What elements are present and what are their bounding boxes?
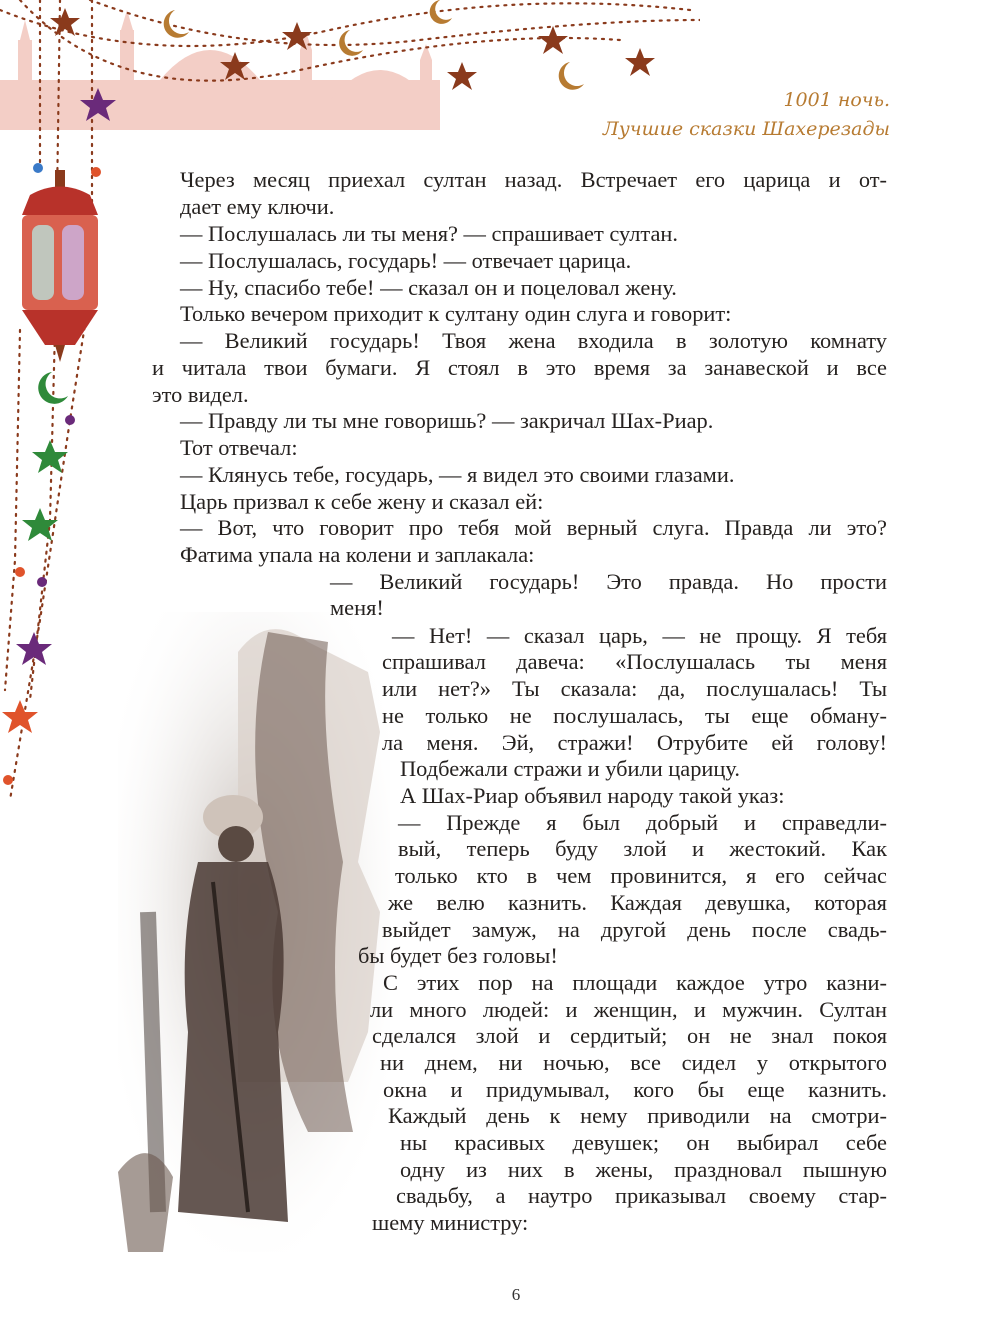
text-line: одну из них в жены, праздновал пышную <box>400 1157 887 1182</box>
text-line: Через месяц приехал султан назад. Встречает его царица и от- <box>180 167 887 192</box>
text-line: — Клянусь тебе, государь, — я видел это своими глазами. <box>180 462 735 487</box>
text-line: Фатима упала на колени и заплакала: <box>180 542 535 567</box>
text-line: ли много людей: и женщин, и мужчин. Султан <box>370 997 887 1022</box>
text-line: же велю казнить. Каждая девушка, которая <box>388 890 887 915</box>
text-line: С этих пор на площади каждое утро казни- <box>383 970 887 995</box>
text-line: не только не послушалась, ты еще обману- <box>382 703 887 728</box>
lantern-icon <box>22 170 98 362</box>
text-line: или нет?» Ты сказала: да, послушалась! Ты <box>382 676 887 701</box>
running-head-subtitle: Лучшие сказки Шахерезады <box>602 118 890 140</box>
text-line: — Вот, что говорит про тебя мой верный слуга. Правда ли это? <box>180 515 887 540</box>
text-line: ны красивых девушек; он выбирал себе <box>400 1130 887 1155</box>
page-number: 6 <box>511 1285 521 1304</box>
text-line: меня! <box>330 595 384 620</box>
text-line: Тот отвечал: <box>180 435 298 460</box>
text-line: Только вечером приходит к султану один слуга и говорит: <box>180 301 732 326</box>
sultan-at-window-illustration <box>118 612 390 1252</box>
text-line: и читала твои бумаги. Я стоял в это время за занавеской и все <box>152 355 887 380</box>
text-line: Каждый день к нему приводили на смотри- <box>388 1103 887 1128</box>
text-line: шему министру: <box>372 1210 529 1235</box>
text-line: спрашивал давеча: «Послушалась ты меня <box>382 649 887 674</box>
text-line: бы будет без головы! <box>358 943 558 968</box>
text-line: — Правду ли ты мне говоришь? — закричал Шах-Риар. <box>180 408 714 433</box>
text-line: Царь призвал к себе жену и сказал ей: <box>180 489 544 514</box>
running-head-book-title: 1001 ночь. <box>783 89 890 111</box>
text-line: вый, теперь буду злой и жестокий. Как <box>398 836 887 861</box>
text-line: это видел. <box>152 382 249 407</box>
text-line: ла меня. Эй, стражи! Отрубите ей голову! <box>382 730 887 755</box>
text-line: — Великий государь! Это правда. Но прости <box>330 569 887 594</box>
text-line: А Шах-Риар объявил народу такой указ: <box>400 783 785 808</box>
text-line: только кто в чем провинится, я его сейчас <box>395 863 887 888</box>
text-line: окна и придумывал, кого бы еще казнить. <box>383 1077 887 1102</box>
running-head <box>603 86 890 144</box>
text-line: — Послушалась ли ты меня? — спрашивает султан. <box>180 221 678 246</box>
text-line: ни днем, ни ночью, все сидел у открытого <box>380 1050 887 1075</box>
text-line: Подбежали стражи и убили царицу. <box>400 756 740 781</box>
text-line: — Послушалась, государь! — отвечает царица. <box>180 248 632 273</box>
text-line: выйдет замуж, на другой день после свадь- <box>382 917 887 942</box>
text-line: — Великий государь! Твоя жена входила в золотую комнату <box>180 328 887 353</box>
text-line: — Ну, спасибо тебе! — сказал он и поцеловал жену. <box>180 275 677 300</box>
text-line: — Прежде я был добрый и справедли- <box>398 810 887 835</box>
text-line: свадьбу, а наутро приказывал своему стар- <box>396 1183 887 1208</box>
text-line: — Нет! — сказал царь, — не прощу. Я тебя <box>392 623 887 648</box>
text-line: дает ему ключи. <box>180 194 335 219</box>
text-line: сделался злой и сердитый; он не знал покоя <box>372 1023 887 1048</box>
